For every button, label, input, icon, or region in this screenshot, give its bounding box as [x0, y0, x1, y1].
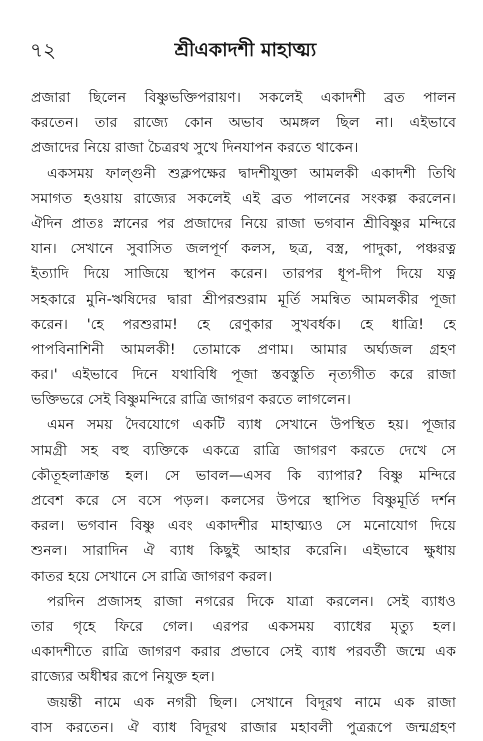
text-line: জয়ন্তী নামে এক নগরী ছিল। সেখানে বিদূরথ নামে এক রাজা [47, 694, 456, 711]
text-line: করল। ভগবান বিষ্ণু এবং একাদশীর মাহাত্ম্যও সে মনোযোগ দিয়ে [31, 518, 456, 535]
text-line: পরদিন প্রজাসহ রাজা নগরের দিকে যাত্রা করলেন। সেই ব্যাধও [47, 593, 456, 610]
text-line: বাস করতেন। ঐ ব্যাধ বিদূরথ রাজার মহাবলী পুত্ররূপে জন্মগ্রহণ [31, 719, 456, 736]
text-line: প্রজাদের নিয়ে রাজা চৈত্ররথ সুখে দিনযাপন করতে থাকেন। [31, 140, 359, 157]
text-line: এমন সময় দৈবযোগে একটি ব্যাধ সেখানে উপস্থিত হয়। পূজার [47, 417, 456, 434]
text-line: কর।' এইভাবে দিনে যথাবিধি পূজা স্তবস্তুতি নৃত্যগীত করে রাজা [31, 367, 456, 384]
text-line: ভক্তিভরে সেই বিষ্ণুমন্দিরে রাত্রি জাগরণ করতে লাগলেন। [31, 392, 351, 409]
text-line: শুনল। সারাদিন ঐ ব্যাধ কিছুই আহার করেনি। এইভাবে ক্ষুধায় [31, 543, 456, 560]
text-line: রাজ্যের অধীশ্বর রূপে নিযুক্ত হল। [31, 669, 215, 686]
text-line: সামগ্রী সহ বহু ব্যক্তিকে একত্রে রাত্রি জাগরণ করতে দেখে সে [31, 442, 456, 459]
text-line: কৌতূহলাক্রান্ত হল। সে ভাবল—এসব কি ব্যাপার? বিষ্ণু মন্দিরে [31, 467, 456, 484]
text-line: পাপবিনাশিনী আমলকী! তোমাকে প্রণাম। আমার অর্ঘ্যজল গ্রহণ [31, 341, 456, 358]
text-line: প্রবেশ করে সে বসে পড়ল। কলসের উপরে স্থাপিত বিষ্ণুমূর্তি দর্শন [31, 493, 456, 509]
text-line: প্রজারা ছিলেন বিষ্ণুভক্তিপরায়ণ। সকলেই একাদশী ব্রত পালন [31, 90, 456, 106]
page-header [30, 38, 461, 68]
text-line: করেন। 'হে পরশুরাম! হে রেণুকার সুখবর্ধক। হে ধাত্রি! হে [31, 316, 456, 333]
running-title: শ্রীএকাদশী মাহাত্ম্য [174, 39, 317, 61]
text-line: একাদশীতে রাত্রি জাগরণ করার প্রভাবে সেই ব্যাধ পরবর্তী জন্মে এক [31, 644, 456, 661]
page-number: ৭২ [30, 38, 57, 62]
text-line: কাতর হয়ে সেখানে সে রাত্রি জাগরণ করল। [31, 568, 273, 585]
text-line: সহকারে মুনি-ঋষিদের দ্বারা শ্রীপরশুরাম মূর্তি সমন্বিত আমলকীর পূজা [31, 291, 456, 308]
text-line: ঐদিন প্রাতঃ স্নানের পর প্রজাদের নিয়ে রাজা ভগবান শ্রীবিষ্ণুর মন্দিরে [31, 215, 456, 232]
text-line: সমাগত হওয়ায় রাজ্যের সকলেই এই ব্রত পালনের সংকল্প করলেন। [31, 190, 456, 207]
text-line: তার গৃহে ফিরে গেল। এরপর একসময় ব্যাধের মৃত্যু হল। [31, 618, 456, 635]
text-line: ইত্যাদি দিয়ে সাজিয়ে স্থাপন করেন। তারপর ধূপ-দীপ দিয়ে যত্ন [31, 266, 456, 283]
body-text [31, 86, 456, 741]
text-line: একসময় ফাল্গুনী শুক্লপক্ষের দ্বাদশীযুক্তা আমলকী একাদশী তিথি [47, 165, 456, 182]
text-line: করতেন। তার রাজ্যে কোন অভাব অমঙ্গল ছিল না। এইভাবে [31, 115, 456, 132]
text-line: যান। সেখানে সুবাসিত জলপূর্ণ কলস, ছত্র, বস্ত্র, পাদুকা, পঞ্চরত্ন [31, 241, 456, 258]
